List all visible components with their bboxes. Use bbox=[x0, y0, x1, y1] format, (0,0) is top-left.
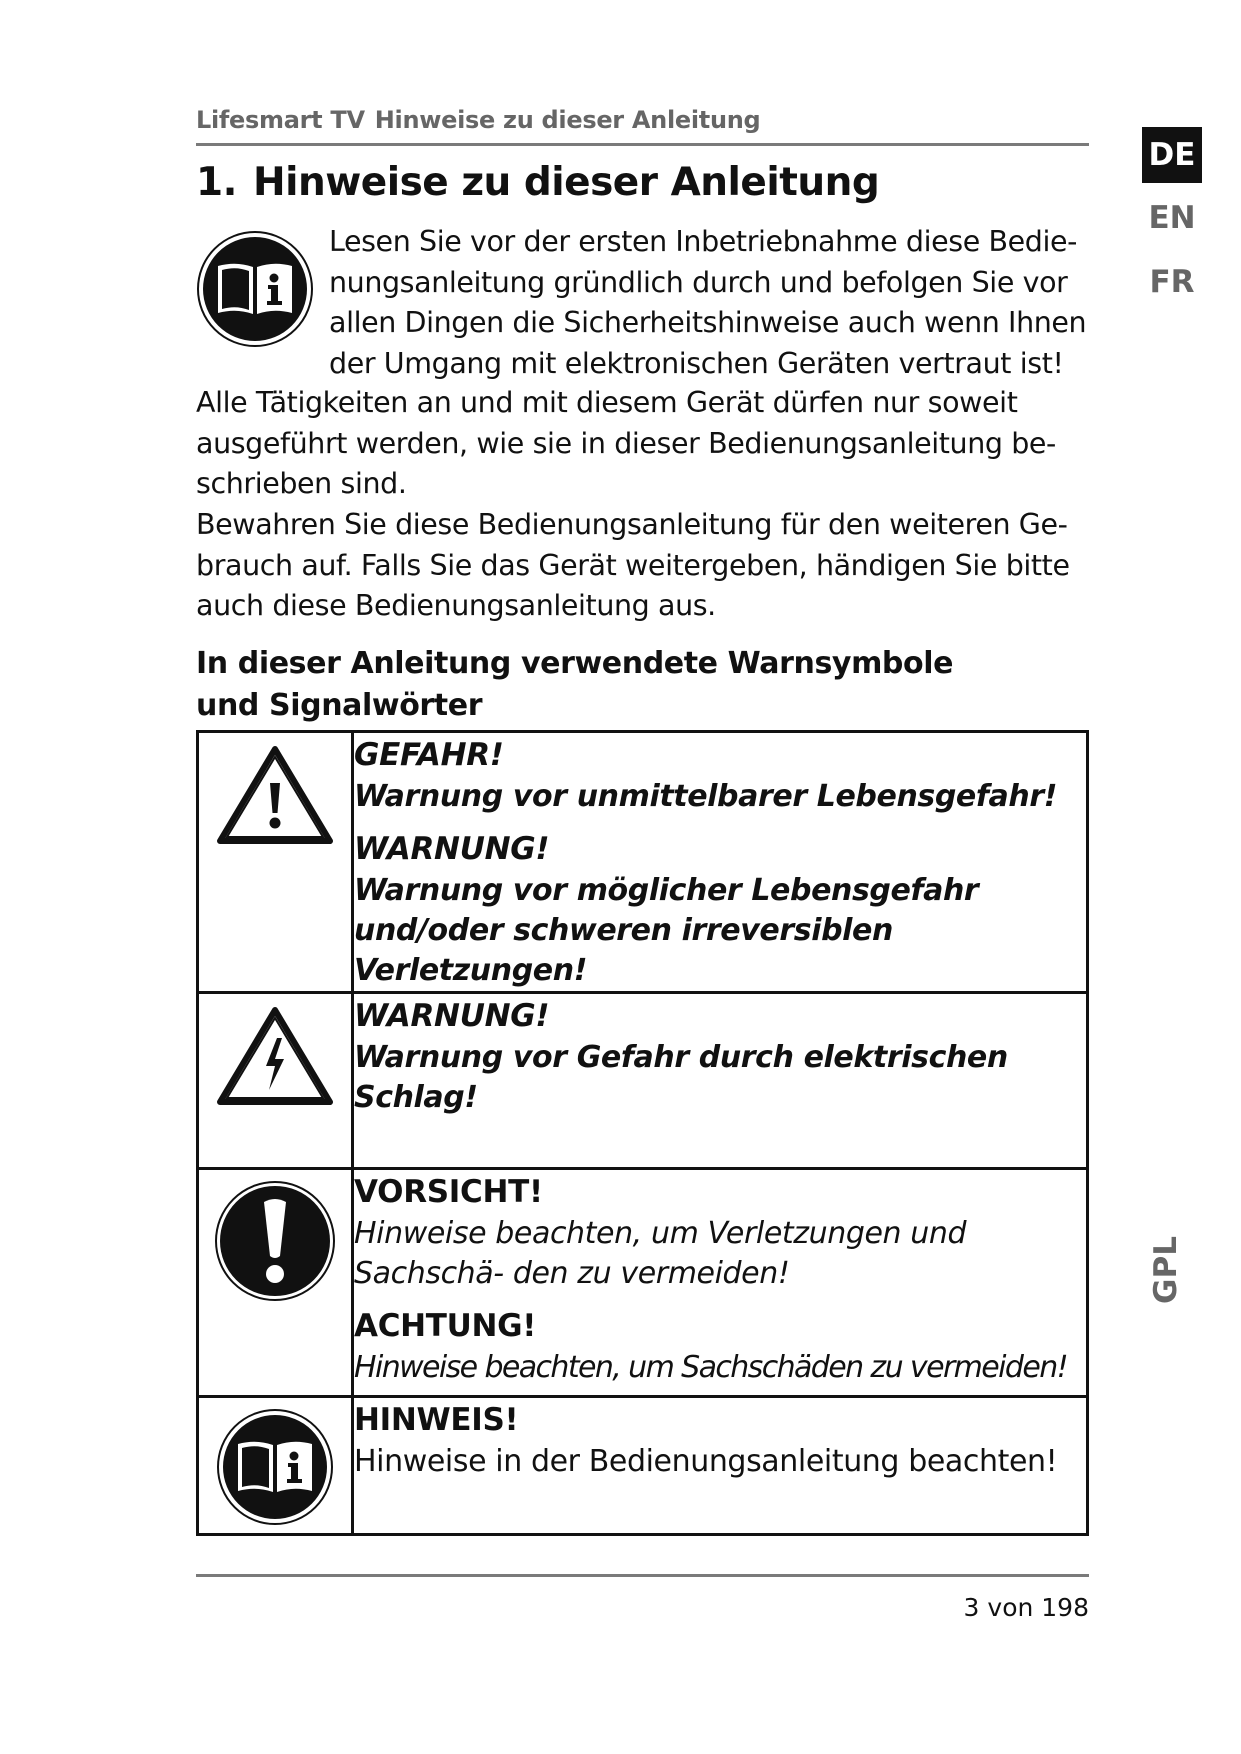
running-header bbox=[196, 106, 1089, 134]
header-rule bbox=[196, 143, 1089, 146]
language-tab-en[interactable]: EN bbox=[1148, 200, 1196, 236]
table-row bbox=[198, 1397, 1088, 1535]
header-product: Lifesmart TV bbox=[196, 106, 365, 134]
warning-triangle-exclamation-icon bbox=[214, 743, 336, 847]
table-row bbox=[198, 993, 1088, 1169]
text-cell bbox=[353, 732, 1088, 993]
table-row bbox=[198, 732, 1088, 993]
note-description: Hinweise in der Bedienungsanleitung beachten! bbox=[354, 1444, 1058, 1479]
signal-word-danger: GEFAHR! bbox=[354, 737, 504, 773]
attention-description: Hinweise beachten, um Sachschäden zu vermeiden! bbox=[354, 1350, 1068, 1385]
warning-symbols-heading: In dieser Anleitung verwendete Warnsymbole und Signalwörter bbox=[196, 646, 954, 723]
warning-description: Warnung vor möglicher Lebensgefahr und/oder schweren irreversiblen Verletzungen! bbox=[354, 873, 979, 988]
danger-description: Warnung vor unmittelbarer Lebensgefahr! bbox=[354, 779, 1058, 814]
signal-word-warning-electric: WARNUNG! bbox=[354, 998, 550, 1034]
electric-shock-triangle-icon bbox=[214, 1004, 336, 1108]
warning-symbols-table bbox=[196, 730, 1089, 1536]
footer-rule bbox=[196, 1574, 1089, 1577]
section-title-text: Hinweise zu dieser Anleitung bbox=[252, 160, 880, 205]
text-cell bbox=[353, 1397, 1088, 1535]
exclamation-circle-icon bbox=[214, 1180, 336, 1302]
language-tab-de[interactable]: DE bbox=[1142, 127, 1202, 183]
keep-manual-paragraph: Bewahren Sie diese Bedienungsanleitung für den weiteren Ge- brauch auf. Falls Sie das Gerät weitergeben, händigen Sie bitte auch diese Bedienungsanleitung aus. bbox=[196, 508, 1070, 622]
signal-word-attention: ACHTUNG! bbox=[354, 1308, 537, 1344]
caution-description: Hinweise beachten, um Verletzungen und Sachschä- den zu vermeiden! bbox=[354, 1216, 967, 1291]
icon-cell bbox=[198, 1397, 353, 1535]
intro-paragraph: Lesen Sie vor der ersten Inbetriebnahme diese Bedie- nungsanleitung gründlich durch und befolgen Sie vor allen Dingen die Sicherheitshinweise auch wenn Ihnen der Umgang mit elektronischen Geräten vertraut ist! bbox=[329, 225, 1087, 380]
signal-word-warning: WARNUNG! bbox=[354, 831, 550, 867]
table-row bbox=[198, 1169, 1088, 1397]
manual-info-icon bbox=[196, 230, 314, 348]
electric-shock-description: Warnung vor Gefahr durch elektrischen Schlag! bbox=[354, 1040, 1008, 1115]
signal-word-note: HINWEIS! bbox=[354, 1402, 519, 1438]
icon-cell bbox=[198, 732, 353, 993]
signal-word-caution: VORSICHT! bbox=[354, 1174, 543, 1210]
page-number: 3 von 198 bbox=[963, 1593, 1089, 1622]
section-number: 1. bbox=[196, 160, 237, 205]
language-tab-fr[interactable]: FR bbox=[1149, 264, 1195, 300]
header-section: Hinweise zu dieser Anleitung bbox=[374, 106, 761, 134]
side-label-gpl: GPL bbox=[1148, 1236, 1184, 1304]
page-title bbox=[196, 160, 879, 205]
text-cell bbox=[353, 1169, 1088, 1397]
icon-cell bbox=[198, 993, 353, 1169]
icon-cell bbox=[198, 1169, 353, 1397]
text-cell bbox=[353, 993, 1088, 1169]
manual-info-icon bbox=[216, 1408, 334, 1526]
usage-paragraph: Alle Tätigkeiten an und mit diesem Gerät dürfen nur soweit ausgeführt werden, wie sie in dieser Bedienungsanleitung be- schrieben sind. bbox=[196, 386, 1056, 500]
